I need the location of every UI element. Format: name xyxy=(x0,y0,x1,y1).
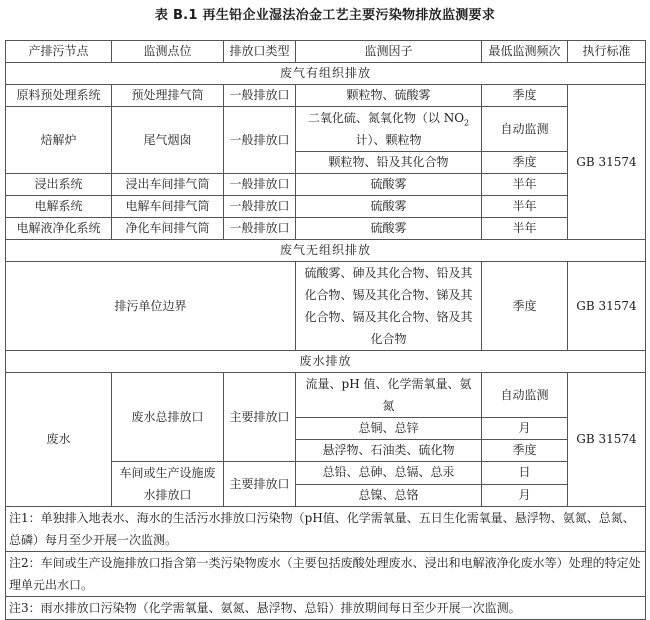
cell-standard: GB 31574 xyxy=(568,85,646,240)
cell-node: 废水 xyxy=(6,373,112,507)
monitoring-table xyxy=(5,40,646,620)
cell-type: 一般排放口 xyxy=(224,85,296,107)
cell-standard: GB 31574 xyxy=(568,373,646,507)
note-3: 注3：雨水排放口污染物（化学需氧量、氨氮、悬浮物、总铅）排放期间每日至少开展一次监测。 xyxy=(6,597,646,620)
cell-factor: 硫酸雾 xyxy=(296,218,482,240)
section-organized-gas: 废气有组织排放 xyxy=(6,63,646,85)
cell-factor: 颗粒物、铅及其化合物 xyxy=(296,152,482,174)
section-row xyxy=(6,63,646,85)
header-row xyxy=(6,41,646,63)
cell-node: 原料预处理系统 xyxy=(6,85,112,107)
cell-frequency: 自动监测 xyxy=(482,373,568,418)
header-standard: 执行标准 xyxy=(568,41,646,63)
header-factor: 监测因子 xyxy=(296,41,482,63)
cell-frequency: 日 xyxy=(482,462,568,485)
table-row xyxy=(6,196,646,218)
cell-frequency: 月 xyxy=(482,484,568,507)
cell-standard: GB 31574 xyxy=(568,262,646,351)
cell-frequency: 季度 xyxy=(482,152,568,174)
table-row xyxy=(6,107,646,152)
cell-frequency: 半年 xyxy=(482,218,568,240)
cell-factor: 硫酸雾 xyxy=(296,196,482,218)
table-row xyxy=(6,373,646,418)
table-row xyxy=(6,218,646,240)
cell-type: 一般排放口 xyxy=(224,218,296,240)
cell-factor: 流量、pH 值、化学需氧量、氨氮 xyxy=(296,373,482,418)
section-wastewater: 废水排放 xyxy=(6,351,646,373)
note-2: 注2：车间或生产设施排放口指含第一类污染物废水（主要包括废酸处理废水、浸出和电解液净化废水等）处理的特定处理单元出水口。 xyxy=(6,552,646,597)
table-title: 表 B.1 再生铅企业湿法冶金工艺主要污染物排放监测要求 xyxy=(154,8,496,23)
cell-factor: 总铜、总锌 xyxy=(296,418,482,440)
table-row xyxy=(6,174,646,196)
cell-node: 焙解炉 xyxy=(6,107,112,174)
cell-frequency: 月 xyxy=(482,418,568,440)
section-row xyxy=(6,240,646,262)
cell-node: 电解液净化系统 xyxy=(6,218,112,240)
header-node: 产排污节点 xyxy=(6,41,112,63)
cell-factor: 二氧化硫、氮氧化物（以 $NO_2$计）、颗粒物 xyxy=(296,107,482,152)
cell-frequency: 季度 xyxy=(482,262,568,351)
note-row xyxy=(6,552,646,597)
table-row xyxy=(6,262,646,351)
cell-point: 排污单位边界 xyxy=(6,262,296,351)
cell-frequency: 季度 xyxy=(482,440,568,462)
header-frequency: 最低监测频次 xyxy=(482,41,568,63)
cell-type: 主要排放口 xyxy=(224,462,296,507)
cell-point: 废水总排放口 xyxy=(112,373,224,462)
cell-point: 电解车间排气筒 xyxy=(112,196,224,218)
cell-type: 一般排放口 xyxy=(224,107,296,174)
cell-frequency: 半年 xyxy=(482,174,568,196)
header-point: 监测点位 xyxy=(112,41,224,63)
cell-frequency: 半年 xyxy=(482,196,568,218)
cell-frequency: 季度 xyxy=(482,85,568,107)
cell-factor: 颗粒物、硫酸雾 xyxy=(296,85,482,107)
note-row xyxy=(6,597,646,620)
cell-point: 车间或生产设施废水排放口 xyxy=(112,462,224,507)
cell-type: 主要排放口 xyxy=(224,373,296,462)
table-row xyxy=(6,85,646,107)
cell-point: 预处理排气筒 xyxy=(112,85,224,107)
cell-type: 一般排放口 xyxy=(224,196,296,218)
cell-factor: 总铅、总砷、总镉、总汞 xyxy=(296,462,482,485)
cell-factor: 悬浮物、石油类、硫化物 xyxy=(296,440,482,462)
cell-point: 尾气烟囱 xyxy=(112,107,224,174)
cell-factor: 总镍、总铬 xyxy=(296,484,482,507)
note-row xyxy=(6,507,646,552)
cell-factor: 硫酸雾 xyxy=(296,174,482,196)
cell-factor: 硫酸雾、砷及其化合物、铅及其化合物、锡及其化合物、锑及其化合物、镉及其化合物、铬及其化合物 xyxy=(296,262,482,351)
section-row xyxy=(6,351,646,373)
cell-point: 净化车间排气筒 xyxy=(112,218,224,240)
cell-node: 浸出系统 xyxy=(6,174,112,196)
section-fugitive-gas: 废气无组织排放 xyxy=(6,240,646,262)
cell-point: 浸出车间排气筒 xyxy=(112,174,224,196)
note-1: 注1：单独排入地表水、海水的生活污水排放口污染物（pH值、化学需氧量、五日生化需氧量、悬浮物、氨氮、总氮、总磷）每月至少开展一次监测。 xyxy=(6,507,646,552)
cell-frequency: 自动监测 xyxy=(482,107,568,152)
cell-node: 电解系统 xyxy=(6,196,112,218)
header-type: 排放口类型 xyxy=(224,41,296,63)
cell-type: 一般排放口 xyxy=(224,174,296,196)
